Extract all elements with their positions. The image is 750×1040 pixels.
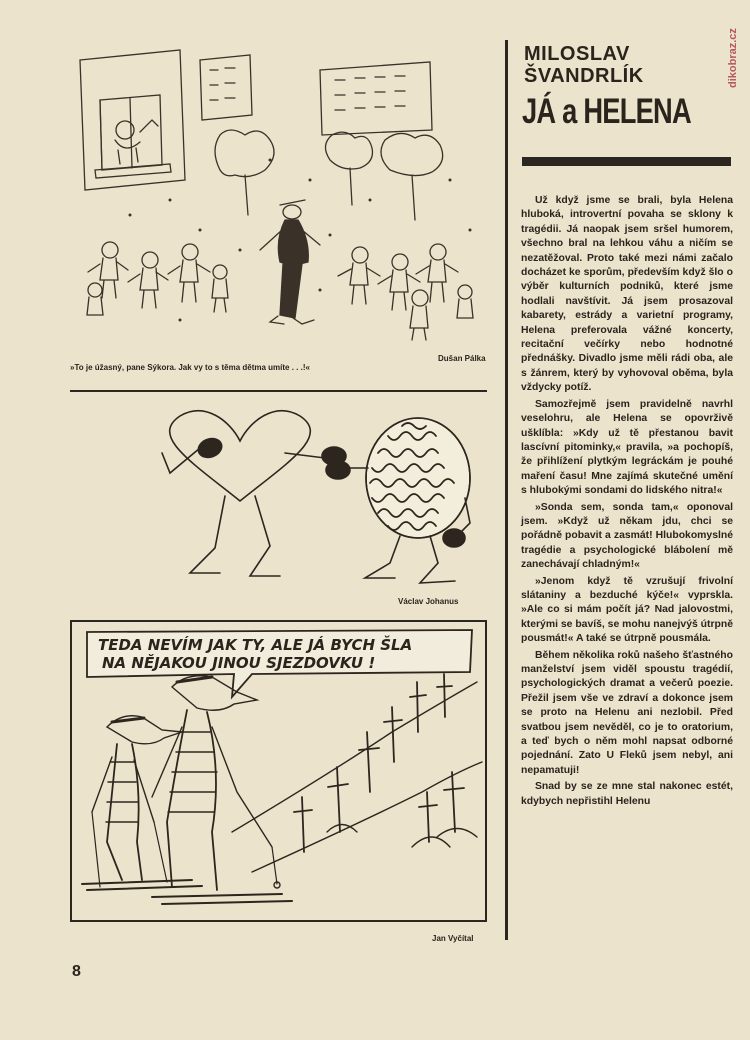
page-number: 8 <box>72 963 81 980</box>
speech-bubble-line-2: NA NĚJAKOU JINOU SJEZDOVKU ! <box>102 654 376 672</box>
author-name <box>524 43 644 87</box>
cartoon-street-scene <box>70 40 490 360</box>
heart-brain-illustration <box>120 398 480 588</box>
divider-1 <box>70 390 487 392</box>
title-underline <box>522 157 731 166</box>
paragraph-6: Snad by se ze mne stal nakonec estét, kdybych nepřistihl Helenu <box>521 781 733 807</box>
paragraph-4: »Jenom když tě vzrušují frivolní slátaniny a bezduché kýče!« vyprskla. »Ale co si mám počít já? Nad jalovostmi, kterými se bavíš, se mohu nanejvýš útrpně pousmát!« A také se útrpně pousmála. <box>521 575 733 645</box>
paragraph-2: Samozřejmě jsem pravidelně navrhl veselohru, ale Helena se opovrživě ušklíbla: »Kdy už tě přestanou bavit lascívní pitominky,« pravila, »a pochopíš, že přihlížení plytkým legráckám je pouhé maření času! Mne zajímá skutečné umění s hlubokými sondami do lidského nitra!« <box>521 398 733 497</box>
cartoon-1-caption: »To je úžasný, pane Sýkora. Jak vy to s těma dětma umíte . . .!« <box>70 363 310 372</box>
paragraph-1: Už když jsme se brali, byla Helena hluboká, introvertní povaha se sklony k tragédii. Já naopak jsem sršel humorem, všechno bral na lehkou váhu a ničím se nezatěžoval. Proto také mezi námi začalo docházet ke sporům, především když šlo o výběr kulturních podniků, které jsme hodlali navštívit. Já jsem prosazoval kabarety, estrády a varietní programy, Helena preferovala vážné koncerty, recitační večírky nebo hodnotné přednášky. Divadlo jsme měli rádi oba, ale s žánrem, který by vyhovoval oběma, byla vždycky potíž. <box>521 195 733 394</box>
watermark: dikobraz.cz <box>727 28 739 88</box>
column-divider <box>505 40 508 940</box>
cartoon-1-credit: Dušan Pálka <box>438 354 486 363</box>
cartoon-heart-vs-brain <box>120 398 480 588</box>
paragraph-5: Během několika roků našeho šťastného manželství jsem viděl spoustu tragédií, psychologických dramat a večerů poezie. Přežil jsem vše ve zdraví a dokonce jsem se proto na Helenu ani nezlobil. Před svatbou jsem nevěděl, co je to oratorium, a teď bych o něm mohl napsat odborné pojednání. Zato U Fleků jsem nebyl, ani nepamatuji! <box>521 649 733 776</box>
speech-bubble-line-1: TEDA NEVÍM JAK TY, ALE JÁ BYCH ŠLA <box>98 636 413 654</box>
cartoon-skiers <box>70 620 487 922</box>
paragraph-3: »Sonda sem, sonda tam,« oponoval jsem. »Když už někam jdu, chci se pořádně pobavit a zasmát! Hlubokomyslné tragédie a psychologické blábolení mě zanechávají chladným!« <box>521 501 733 571</box>
cartoon-2-credit: Václav Johanus <box>398 597 459 606</box>
article-title: JÁ a HELENA <box>522 92 691 131</box>
cartoon-3-credit: Jan Vyčítal <box>432 934 474 943</box>
street-scene-illustration <box>70 40 490 360</box>
author-first-name: MILOSLAV <box>524 43 630 65</box>
article-body <box>521 194 733 811</box>
author-last-name: ŠVANDRLÍK <box>524 65 644 87</box>
